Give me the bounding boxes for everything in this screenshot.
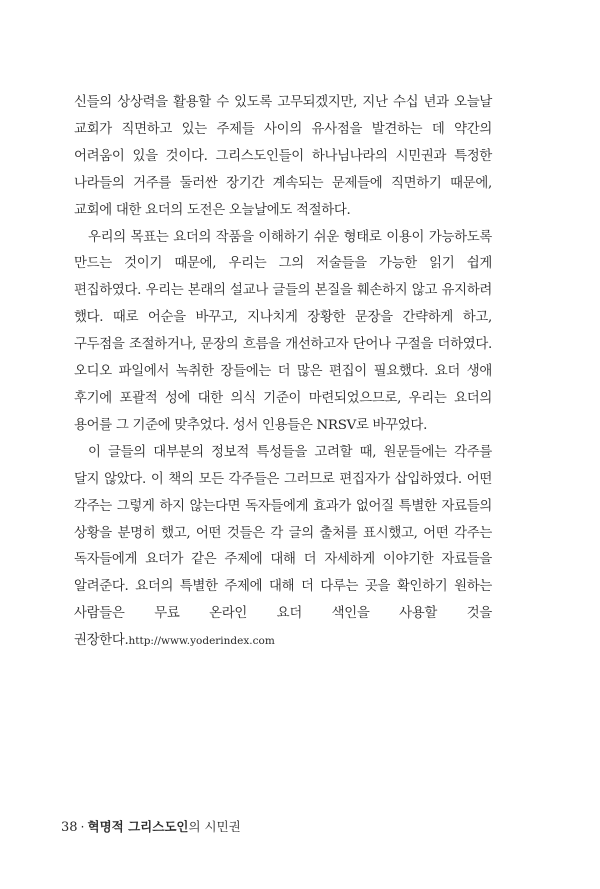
yoder-index-url: http://www.yoderindex.com — [128, 635, 275, 648]
book-title-bold: 혁명적 그리스도인 — [87, 819, 189, 834]
footer-separator: · — [80, 819, 85, 834]
page-footer — [61, 817, 241, 835]
body-text — [74, 90, 492, 655]
paragraph-2: 우리의 목표는 요더의 작품을 이해하기 쉬운 형태로 이용이 가능하도록 만드는 것이기 때문에, 우리는 그의 저술들을 가능한 읽기 쉽게 편집하였다. 우리는 본래의 설교나 글들의 본질을 훼손하지 않고 유지하려 했다. 때로 어순을 바꾸고, 지나치게 장황한 문장을 간략하게 하고, 구두점을 조절하거나, 문장의 흐름을 개선하고자 단어나 구절을 더하였다. 오디오 파일에서 녹취한 장들에는 더 많은 편집이 필요했다. 요더 생애 후기에 포괄적 성에 대한 의식 기준이 마련되었으므로, 우리는 요더의 용어를 그 기준에 맞추었다. 성서 인용들은 NRSV로 바꾸었다. — [74, 229, 492, 433]
paragraph-3-text: 이 글들의 대부분의 정보적 특성들을 고려할 때, 원문들에는 각주를 달지 않았다. 이 책의 모든 각주들은 그러므로 편집자가 삽입하였다. 어떤 각주는 그렇게 하지 않는다면 독자들에게 효과가 없어질 특별한 자료들의 상황을 분명히 했고, 어떤 것들은 각 글의 출처를 표시했고, 어떤 각주는 독자들에게 요더가 같은 주제에 대해 더 자세하게 이야기한 자료들을 알려준다. 요더의 특별한 주제에 대해 더 다루는 곳을 확인하기 원하는 사람들은 무료 온라인 요더 색인을 사용할 것을 권장한다. — [74, 444, 492, 649]
paragraph-3 — [74, 440, 492, 655]
paragraph-1: 신들의 상상력을 활용할 수 있도록 고무되겠지만, 지난 수십 년과 오늘날 교회가 직면하고 있는 주제들 사이의 유사점을 발견하는 데 약간의 어려움이 있을 것이다. 그리스도인들이 하나님나라의 시민권과 특정한 나라들의 거주를 둘러싼 장기간 계속되는 문제들에 직면하기 때문에, 교회에 대한 요더의 도전은 오늘날에도 적절하다. — [74, 95, 492, 218]
page-number: 38 — [61, 820, 78, 835]
book-title-rest: 의 시민권 — [188, 819, 241, 834]
